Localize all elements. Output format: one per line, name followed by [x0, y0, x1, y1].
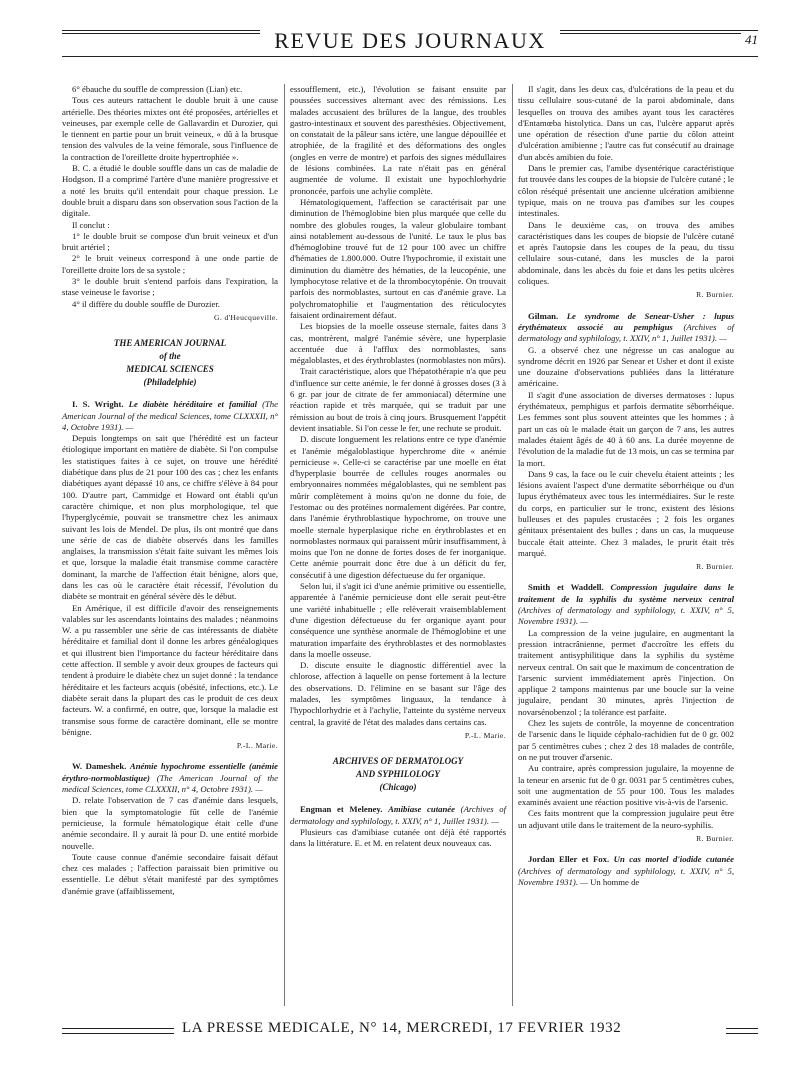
- paragraph: G. a observé chez une négresse un cas analogue au syndrome décrit en 1926 par Senear et Usher et dont il existe une douzaine d'observations publiées dans la littérature américaine.: [518, 344, 734, 389]
- signature: P.-L. Marie.: [236, 741, 278, 751]
- journal-heading: THE AMERICAN JOURNAL of the MEDICAL SCIENCES (Philadelphie): [113, 338, 227, 388]
- article-intro: Jordan Eller et Fox. Un cas mortel d'iodide cutanée (Archives of dermatology and syphilology, t. XXIV, n° 5, Novembre 1931). — Un homme de: [518, 854, 734, 887]
- article-intro: I. S. Wright. Le diabète héréditaire et familial (The American Journal of the medical Sciences, tome CLXXXII, n° 4, Octobre 1931). —: [62, 399, 279, 432]
- paragraph: En Amérique, il est difficile d'avoir des renseignements valables sur les ascendants lointains des malades ; néanmoins W. a pu rassembler une série de cas intéressants de diabète héréditaire et familial dont il donne les arbres généalogiques et qui illustrent bien l'importance du facteur héréditaire dans cette affection. Il semble y avoir deux groupes de facteurs qui tendent à produire le diabète chez un sujet donné : la tendance héréditaire et les facteurs acquis (obésité, infections, etc.). Le diabète serait dans la plupart des cas le produit de ces deux facteurs. W. a confirmé, en outre, que, lorsque la maladie est transmise sous forme de caractère dominant, elle se montre bénigne.: [62, 602, 278, 737]
- paragraph: La compression de la veine jugulaire, en augmentant la pression intracrânienne, permet d'accroître les effets du traitement antisyphilitique dans la syphilis du système nerveux central. On sait que le maximum de concentration de l'arsenic survient immédiatement après l'injection. On applique 2 tampons maintenus par une boucle sur la veine jugulaire, pendant 30 minutes, après l'injection de novarsénobenzol ; la tolérance est parfaite.: [518, 627, 734, 717]
- article-intro: Gilman. Le syndrome de Senear-Usher : lupus érythémateux associé au pemphigus (Archives of dermatology and syphilology, t. XXIV, n° 1, Juillet 1931). —: [518, 310, 735, 344]
- signature: G. d'Heucqueville.: [213, 312, 278, 322]
- paragraph: Tous ces auteurs rattachent le double bruit à une cause artérielle. Des théories mixtes ont été proposées, artérielles et veineuses, par exemple celle de Gallavardin et Durozier, qui le tiennent en partie pour un bruit veineux, « dû à la brusque tension des valvules de la veine fémorale, sous l'influence de la contraction de l'oreillette droite hypertrophiée ».: [62, 95, 278, 162]
- paragraph: Les biopsies de la moelle osseuse sternale, faites dans 3 cas, montrèrent, malgré l'anémie sévère, une hyperplasie accentuée due à l'afflux des normoblastes, sans mégaloblastes, et des érythroblastes (normoblastes non mûrs).: [290, 321, 506, 366]
- paragraph: Dans 9 cas, la face ou le cuir chevelu étaient atteints ; les lésions avaient l'aspect d'une dermatite séborrhéique ou d'un lupus érythémateux avec tous les intermédiaires. Sur le reste du corps, en particulier sur le tronc, existent des lésions bulleuses et des papules crustacées ; 2 fois les organes génitaux présentaient des bulles ; dans un cas, la muqueuse buccale était atteinte. Chez 3 malades, le prurit était très marqué.: [518, 468, 734, 558]
- journal-heading: ARCHIVES OF DERMATOLOGY AND SYPHILOLOGY (Chicago): [332, 756, 464, 793]
- paragraph: D. discute longuement les relations entre ce type d'anémie et l'anémie mégaloblastique hyperchrome dite « anémie pernicieuse ». Celle-ci se caractérise par une moelle en état d'hyperplasie bourrée de cellules rouges anormales ou embryonnaires nommées mégaloblastes, qui ne semblent pas mûrir complètement à moins qu'on ne donne du foie, de l'estomac ou des protéines normalement digérées. Par contre, dans l'anémie érythroblastique hypochrome, on trouve une moelle sternale hyperplasique riche en érythroblastes et en normoblastes normaux qui paraissent mûrir insuffisamment, à moins que l'on ne donne de fortes doses de fer inorganique. Cette anémie pourrait donc être due à un déficit du fer, consécutif à une digestion défectueuse du fer organique.: [290, 434, 506, 580]
- paragraph: essoufflement, etc.), l'évolution se faisant ensuite par poussées successives alternant avec des rémissions. Les malades accusaient des brûlures de la langue, des troubles gastro-intestinaux et souvent des paresthésies. Objectivement, on constatait de la pâleur sans ictère, une langue dépouillée et atrophiée, de la fragilité et des déformations des ongles (ongles en verre de montre) et parfois des signes médullaires de lésions combinées. La rate n'était pas en général augmentée de volume. Il existait une hypochlorhydrie prononcée, parfois une achylie complète.: [290, 84, 506, 196]
- paragraph: Plusieurs cas d'amibiase cutanée ont déjà été rapportés dans la littérature. E. et M. en relatent deux nouveaux cas.: [290, 826, 506, 849]
- article-intro: Smith et Waddell. Compression jugulaire dans le traitement de la syphilis du système nerveux central (Archives of dermatology and syphilology, t. XXIV, n° 5, Novembre 1931). —: [518, 582, 735, 627]
- paragraph: Au contraire, après compression jugulaire, la moyenne de la teneur en arsenic fut de 0 gr. 0031 par 5 centimètres cubes, soit une augmentation de 55 pour 100. Tous les malades examinés avaient une réaction positive vis-à-vis de l'arsenic.: [518, 763, 734, 808]
- paragraph: 1° le double bruit se compose d'un bruit veineux et d'un bruit artériel ;: [62, 230, 278, 253]
- paragraph: B. C. a étudié le double souffle dans un cas de maladie de Hodgson. Il a comprimé l'artère d'une manière progressive et a noté les bruits qu'il entendait pour chaque pression. Le double bruit a disparu dans son observation sous l'action de la digitale.: [62, 163, 278, 219]
- paragraph: Dans le deuxième cas, on trouva des amibes caractéristiques dans les coupes de biopsie de l'ulcère cutané et après l'autopsie dans les coupes de la peau, du tissu cellulaire sous-cutané, dans les muscles de la paroi abdominale, dans les abcès du foie et dans les petits ulcères coliques.: [518, 219, 734, 287]
- page-header: [62, 22, 758, 62]
- column-divider: [284, 84, 285, 1006]
- article-intro: W. Dameshek. Anémie hypochrome essentielle (anémie érythro-normoblastique) (The American Journal of the medical Sciences, tome CLXXXII, n° 4, Octobre 1931). —: [62, 761, 279, 795]
- article-intro: Engman et Meleney. Amibiase cutanée (Archives of dermatology and syphilology, t. XXIV, n° 1, Juillet 1931). —: [290, 804, 507, 826]
- paragraph: Dans le premier cas, l'amibe dysentérique caractéristique fut trouvée dans les coupes de la biopsie de l'ulcère cutané ; le côlon réséqué présentait une ancienne ulcération amibienne typique, mais on ne trouva pas d'amibes sur les coupes intestinales.: [518, 163, 734, 219]
- paragraph: D. relate l'observation de 7 cas d'anémie dans lesquels, bien que la symptomatologie fût celle de l'anémie pernicieuse, la formule hématologique était celle d'une anémie secondaire. Il y aurait là pour D. une entité morbide nouvelle.: [62, 795, 278, 851]
- signature: R. Burnier.: [696, 290, 734, 300]
- column-divider: [512, 84, 513, 1006]
- paragraph: Selon lui, il s'agit ici d'une anémie primitive ou essentielle, apparentée à l'anémie pernicieuse dont elle serait peut-être une variété inhabituelle ; elle relèverait vraisemblablement d'une digestion défectueuse du fer organique ayant pour conséquence une synthèse anormale de l'hémoglobine et une maturation imparfaite des érythroblastes et des normoblastes dans la moelle osseuse.: [290, 581, 506, 659]
- paragraph: 2° le bruit veineux correspond à une onde partie de l'oreillette droite lors de sa systole ;: [62, 253, 278, 275]
- paragraph: Il s'agit d'une association de diverses dermatoses : lupus érythémateux, pemphigus et parfois dermatite séborrhéique. Les femmes sont plus souvent atteintes que les hommes ; à part un cas où le malade était un garçon de 7 ans, les autres malades étaient âgés de 40 à 60 ans. La durée moyenne de l'évolution de la maladie fut de 13 mois, un cas se termina par la mort.: [518, 389, 734, 468]
- paragraph: Trait caractéristique, alors que l'hépatothérapie n'a que peu d'influence sur cette anémie, le fer donné à grosses doses (3 à 6 gr. par jour de citrate de fer ammoniacal) détermine une réaction rapide et très marquée, qui se traduit par une rémission au bout de trois à cinq jours. Brusquement l'appétit devient insatiable. Si l'on cesse le fer, une rechute se produit.: [290, 366, 506, 433]
- paragraph: Chez les sujets de contrôle, la moyenne de concentration de l'arsenic dans le liquide céphalo-rachidien fut de 0 gr. 002 par 5 centimètres cubes ; chez 2 des 18 malades de contrôle, on ne put trouver d'arsenic.: [518, 718, 734, 762]
- signature: R. Burnier.: [696, 562, 734, 572]
- signature: P.-L. Marie.: [464, 730, 506, 740]
- page-footer: [62, 1020, 758, 1044]
- running-title: REVUE DES JOURNAUX: [62, 28, 758, 54]
- column-3: [518, 84, 734, 888]
- paragraph: 4° il diffère du double souffle de Durozier.: [72, 298, 220, 309]
- paragraph: D. discute ensuite le diagnostic différentiel avec la chlorose, affection à laquelle on pense fortement à la lecture des observations. D. l'élimine en se basant sur l'âge des malades, les symptômes linguaux, la tendance à l'hypochlorhydrie et à l'achylie, l'atteinte du système nerveux central, la gravité de l'état des malades dans certains cas.: [290, 660, 506, 727]
- paragraph: Ces faits montrent que la compression jugulaire peut être un adjuvant utile dans le traitement de la neuro-syphilis.: [518, 808, 734, 830]
- paragraph: Hématologiquement, l'affection se caractérisait par une diminution de l'hémoglobine bien plus marquée que celle du nombre des globules rouges, la valeur globulaire tombant ainsi notablement au-dessous de l'unité. Le taux le plus bas d'hémoglobine trouvé fut de 12 pour 100 avec un chiffre d'hématies de 1.800.000. Outre l'hypochromie, il existait une diminution du diamètre des hématies, de la leucopénie, une lymphocytose relative et de la thrombocytopénie. On trouvait parfois des normoblastes, surtout en cas d'anémie grave. La polychromatophilie et l'augmentation des réticulocytes faisaient ordinairement défaut.: [290, 196, 506, 320]
- column-1: [62, 84, 278, 897]
- paragraph: Il conclut :: [72, 219, 110, 230]
- footer-text: LA PRESSE MEDICALE, N° 14, MERCREDI, 17 FEVRIER 1932: [182, 1020, 622, 1036]
- page-number: 41: [741, 32, 758, 48]
- signature: R. Burnier.: [696, 834, 734, 843]
- paragraph: Depuis longtemps on sait que l'hérédité est un facteur étiologique important en matière de diabète. Si l'on compulse les statistiques faites à ce sujet, on trouve une hérédité diabétique dans plus de 21 pour 100 des cas ; chez les enfants diabétiques ayant dépassé 10 ans, ce chiffre s'élève à 84 pour 100. D'autre part, Cammidge et Howard ont établi qu'un caractère chimique, et non plus morphologique, tel que l'hyperglycémie, pouvait se transmettre chez les animaux suivant les lois de Mendel. De plus, ils ont montré que dans une série de cas de diabète observés dans les familles anglaises, la transmission s'était faite suivant les mêmes lois et que, lorsque la maladie était transmise comme caractère dominant, la marche de l'affection était bénigne, alors que, dans les cas où le caractère était récessif, l'évolution du diabète se montrait en général sévère dès le début.: [62, 433, 278, 602]
- paragraph: Toute cause connue d'anémie secondaire faisait défaut chez ces malades ; l'affection paraissait bien primitive ou essentielle. Le début s'était manifesté par des symptômes d'anémie grave (affaiblissement,: [62, 851, 278, 896]
- paragraph: 6° ébauche du souffle de compression (Lian) etc.: [72, 84, 243, 94]
- paragraph: 3° le double bruit s'entend parfois dans l'expiration, la stase veineuse le favorise ;: [62, 276, 278, 298]
- column-2: [290, 84, 506, 849]
- paragraph: Il s'agit, dans les deux cas, d'ulcérations de la peau et du tissu cellulaire sous-cutané de la paroi abdominale, dans lesquelles on trouva des amibes ayant tous les caractères d'Entamœba histolytica. Dans un cas, l'ulcère apparut après une opération de résection d'une partie du côlon atteint d'ulcération amibienne ; l'autre cas fut consécutif au drainage d'un abcès amibien du foie.: [518, 84, 734, 162]
